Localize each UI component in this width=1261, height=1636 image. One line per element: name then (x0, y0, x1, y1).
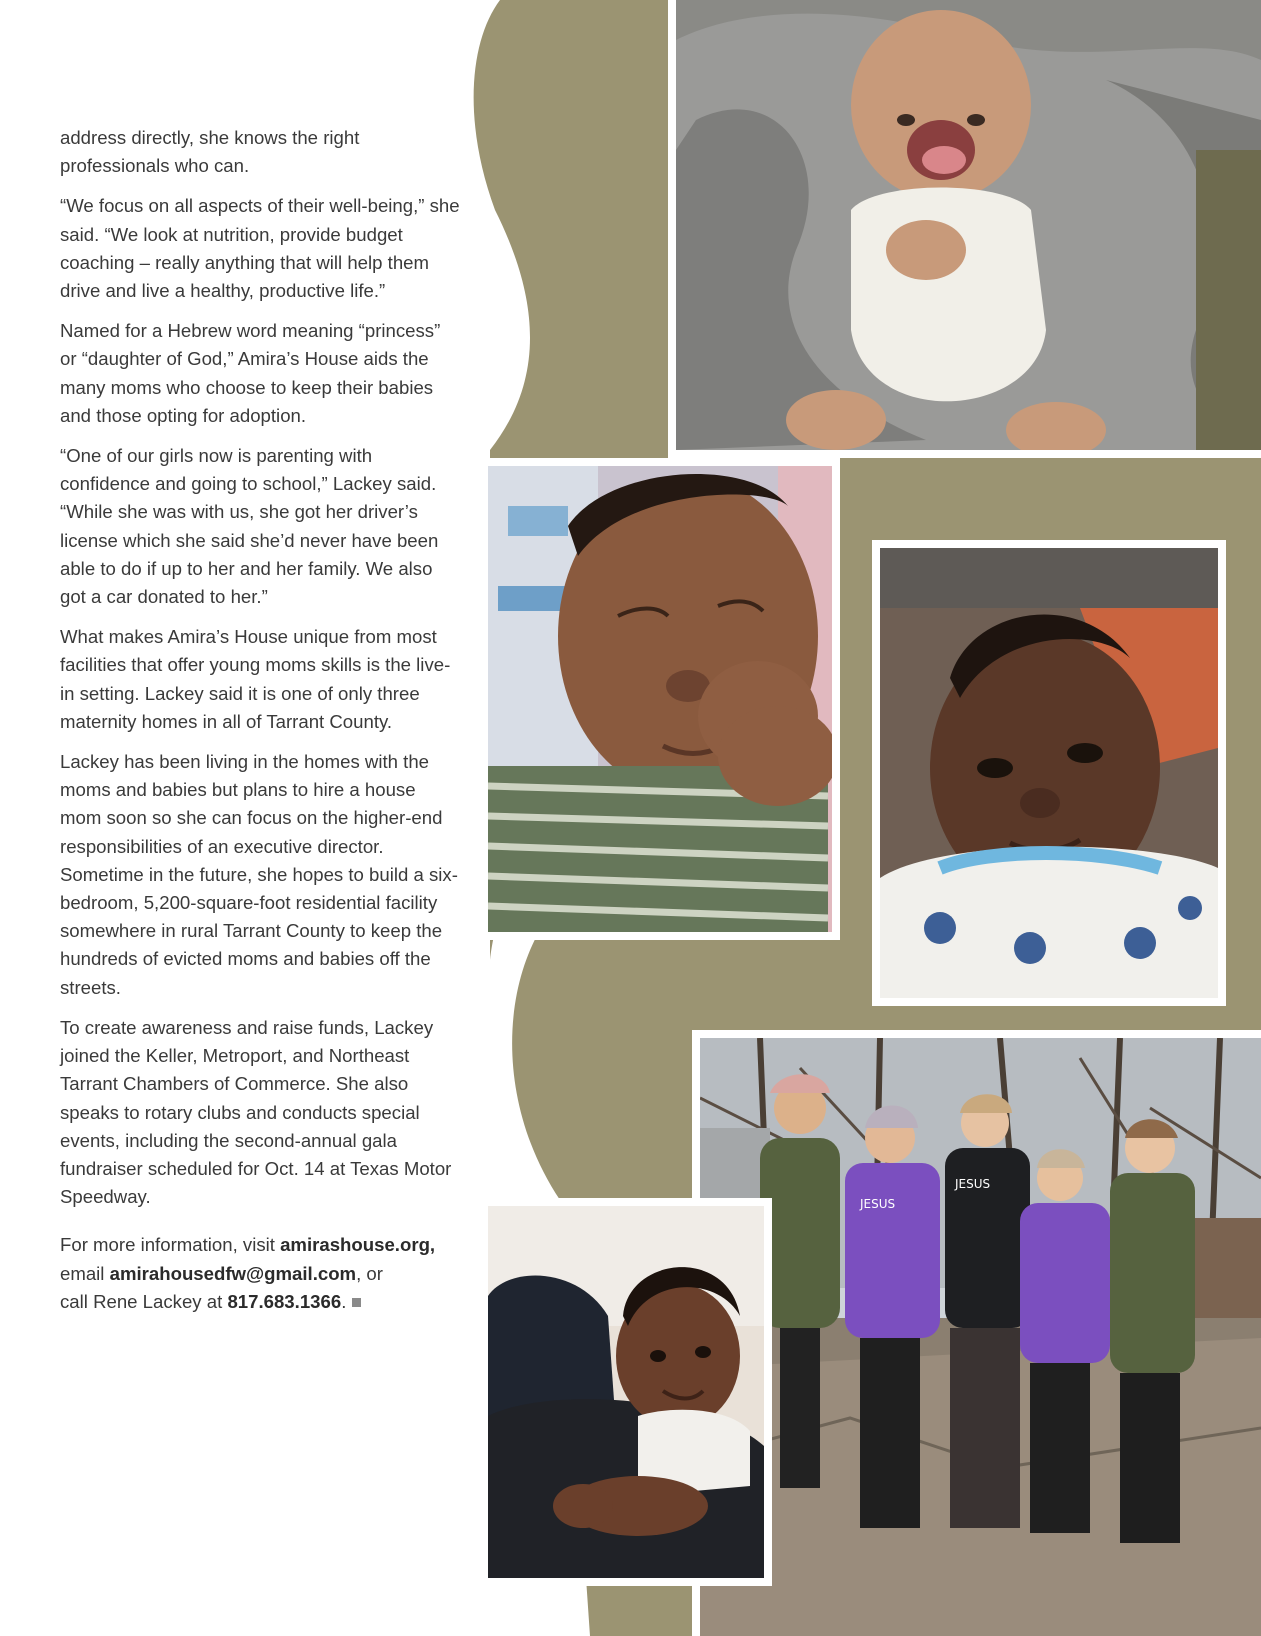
email-prefix: email (60, 1262, 110, 1284)
article-paragraph: Lackey has been living in the homes with the moms and babies but plans to hire a house mom soon so she can focus on the higher-end responsibilities of an executive director. Sometime in the future, she hopes to build a six-bedroom, 5,200-square-foot residential facility somewhere in rural Tarrant County to keep the hundreds of evicted moms and babies off the streets. (60, 751, 458, 998)
contact-info (60, 1231, 460, 1316)
phone-suffix: . (341, 1290, 347, 1312)
article-paragraph: “We focus on all aspects of their well-being,” she said. “We look at nutrition, provide budget coaching – really anything that will help them drive and live a healthy, productive life.” (60, 195, 460, 302)
phone-number[interactable]: 817.683.1366 (227, 1290, 342, 1312)
photo-baby-puppy-onesie (872, 540, 1226, 1006)
article-paragraph: Named for a Hebrew word meaning “princess” or “daughter of God,” Amira’s House aids the many moms who choose to keep their babies and those opting for adoption. (60, 320, 441, 426)
article-paragraph: To create awareness and raise funds, Lackey joined the Keller, Metroport, and Northeast Tarrant Chambers of Commerce. She also speaks to rotary clubs and conducts special events, including the second-annual gala fundraiser scheduled for Oct. 14 at Texas Motor Speedway. (60, 1016, 452, 1208)
phone-prefix: call Rene Lackey at (60, 1290, 228, 1312)
email-link[interactable]: amirahousedfw@gmail.com (109, 1262, 357, 1284)
article-paragraph: What makes Amira’s House unique from most facilities that offer young moms skills is the live-in setting. Lackey said it is one of only three maternity homes in all of Tarrant County. (60, 626, 451, 732)
website-link[interactable]: amirashouse.org, (280, 1234, 436, 1256)
contact-intro: For more information, visit (60, 1234, 281, 1256)
article-paragraph: address directly, she knows the right professionals who can. (60, 127, 360, 177)
photo-sleeping-newborn (480, 458, 840, 940)
shirt-print: JESUS (860, 1197, 896, 1211)
end-of-article-mark (352, 1298, 361, 1307)
photo-baby-over-shoulder (480, 1198, 772, 1586)
email-suffix: , or (356, 1262, 383, 1284)
photo-smiling-baby-blanket (668, 0, 1261, 458)
article-body (60, 124, 460, 1328)
svg-text:JESUS: JESUS (955, 1177, 991, 1191)
article-paragraph: “One of our girls now is parenting with confidence and going to school,” Lackey said. “While she was with us, she got her driver’s license which she said she’d never have been able to do if up to her and her family. We also got a car donated to her.” (60, 445, 439, 608)
photo-group-volunteers (692, 1030, 1261, 1636)
